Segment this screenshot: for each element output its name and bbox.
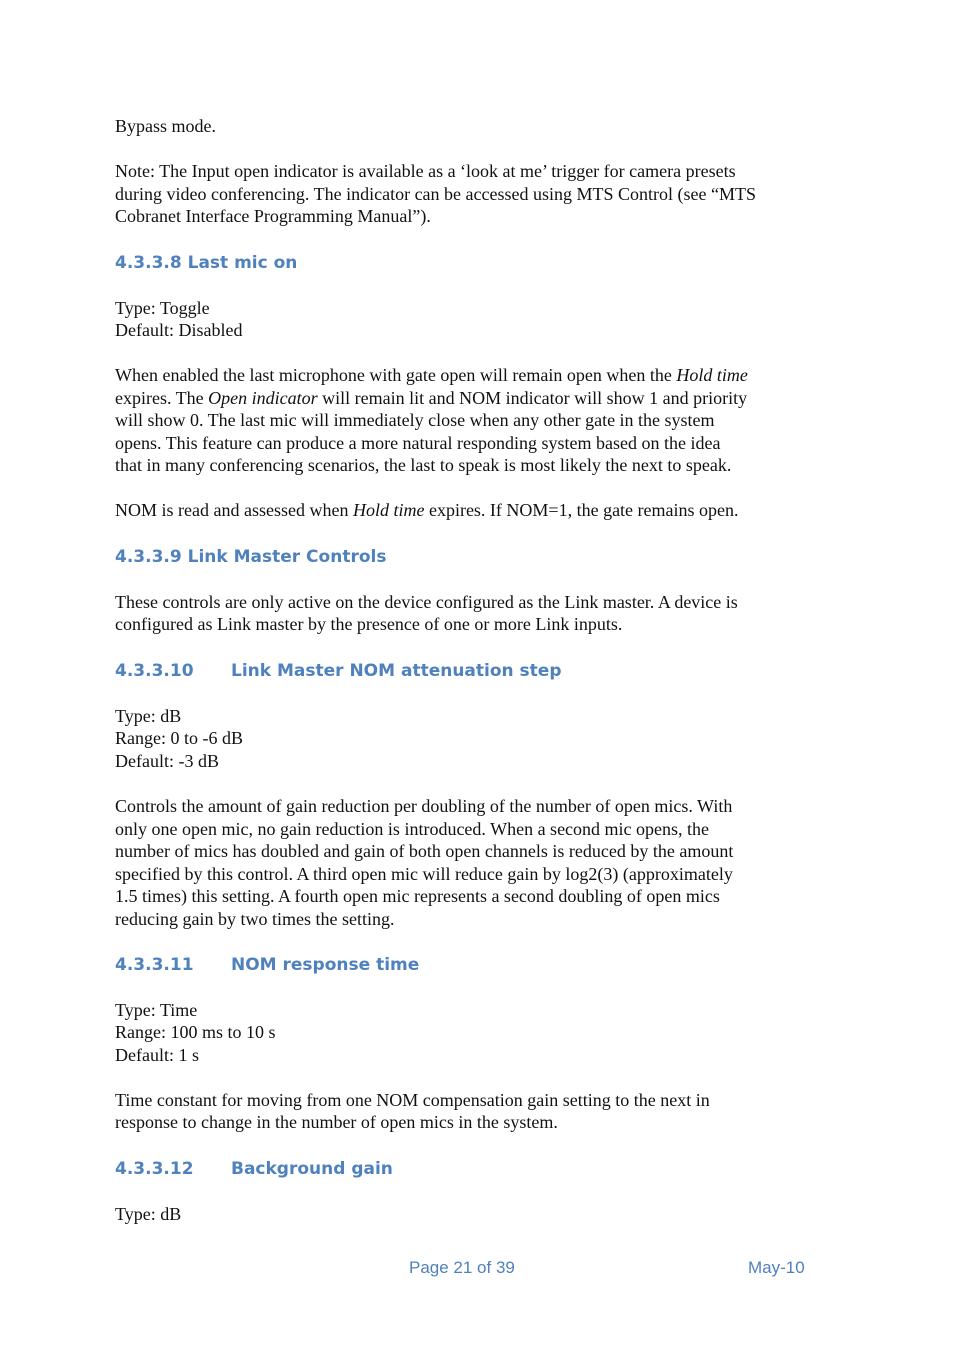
section-number: 4.3.3.12	[115, 1159, 194, 1179]
attenuation-para-line-2: only one open mic, no gain reduction is introduced. When a second mic opens, the	[115, 819, 710, 839]
paragraph-bypass: Bypass mode.	[115, 116, 216, 136]
text-span: When enabled the last microphone with gate open will remain open when the	[115, 365, 677, 385]
note-line-1: Note: The Input open indicator is available as a ‘look at me’ trigger for camera presets	[115, 161, 736, 181]
attenuation-type: Type: dB	[115, 706, 182, 726]
section-number: 4.3.3.11	[115, 955, 194, 975]
note-line-3: Cobranet Interface Programming Manual”).	[115, 206, 431, 226]
section-title: NOM response time	[231, 955, 420, 975]
attenuation-para-line-6: reducing gain by two times the setting.	[115, 909, 395, 929]
page-number: Page 21 of 39	[409, 1258, 515, 1277]
last-mic-para-line-4: opens. This feature can produce a more natural responding system based on the idea	[115, 433, 721, 453]
note-line-2: during video conferencing. The indicator can be accessed using MTS Control (see “MTS	[115, 184, 756, 204]
heading-background-gain	[115, 1158, 393, 1180]
link-master-line-2: configured as Link master by the presence of one or more Link inputs.	[115, 614, 623, 634]
section-title: Background gain	[231, 1159, 393, 1179]
heading-link-master-controls: 4.3.3.9 Link Master Controls	[115, 547, 387, 567]
emphasis-hold-time: Hold time	[676, 365, 748, 385]
response-type: Type: Time	[115, 1000, 198, 1020]
background-gain-type: Type: dB	[115, 1204, 182, 1224]
last-mic-para-line-1	[115, 364, 748, 387]
attenuation-para-line-4: specified by this control. A third open mic will reduce gain by log2(3) (approximately	[115, 864, 733, 884]
response-para-line-2: response to change in the number of open mics in the system.	[115, 1112, 558, 1132]
heading-nom-response-time	[115, 954, 419, 976]
emphasis-open-indicator: Open indicator	[208, 388, 318, 408]
section-title: Link Master NOM attenuation step	[231, 661, 562, 681]
last-mic-type: Type: Toggle	[115, 298, 210, 318]
attenuation-para-line-3: number of mics has doubled and gain of both open channels is reduced by the amount	[115, 841, 734, 861]
section-number: 4.3.3.10	[115, 661, 194, 681]
attenuation-para-line-1: Controls the amount of gain reduction per doubling of the number of open mics. With	[115, 796, 733, 816]
text-span: will remain lit and NOM indicator will show 1 and priority	[317, 388, 748, 408]
heading-last-mic-on: 4.3.3.8 Last mic on	[115, 253, 298, 273]
response-para-line-1: Time constant for moving from one NOM compensation gain setting to the next in	[115, 1090, 710, 1110]
response-default: Default: 1 s	[115, 1045, 199, 1065]
attenuation-default: Default: -3 dB	[115, 751, 219, 771]
text-span: expires. If NOM=1, the gate remains open.	[424, 500, 739, 520]
text-span: NOM is read and assessed when	[115, 500, 353, 520]
attenuation-range: Range: 0 to -6 dB	[115, 728, 243, 748]
response-range: Range: 100 ms to 10 s	[115, 1022, 276, 1042]
heading-nom-attenuation-step	[115, 660, 562, 682]
last-mic-para-line-3: will show 0. The last mic will immediately close when any other gate in the system	[115, 410, 715, 430]
link-master-line-1: These controls are only active on the device configured as the Link master. A device is	[115, 592, 738, 612]
text-span: expires. The	[115, 388, 209, 408]
footer-date: May-10	[748, 1258, 805, 1277]
emphasis-hold-time: Hold time	[352, 500, 425, 520]
nom-assessed-line	[115, 499, 739, 522]
attenuation-para-line-5: 1.5 times) this setting. A fourth open mic represents a second doubling of open mics	[115, 886, 720, 906]
last-mic-para-line-5: that in many conferencing scenarios, the last to speak is most likely the next to speak.	[115, 455, 732, 475]
last-mic-para-line-2	[115, 387, 747, 410]
last-mic-default: Default: Disabled	[115, 320, 243, 340]
